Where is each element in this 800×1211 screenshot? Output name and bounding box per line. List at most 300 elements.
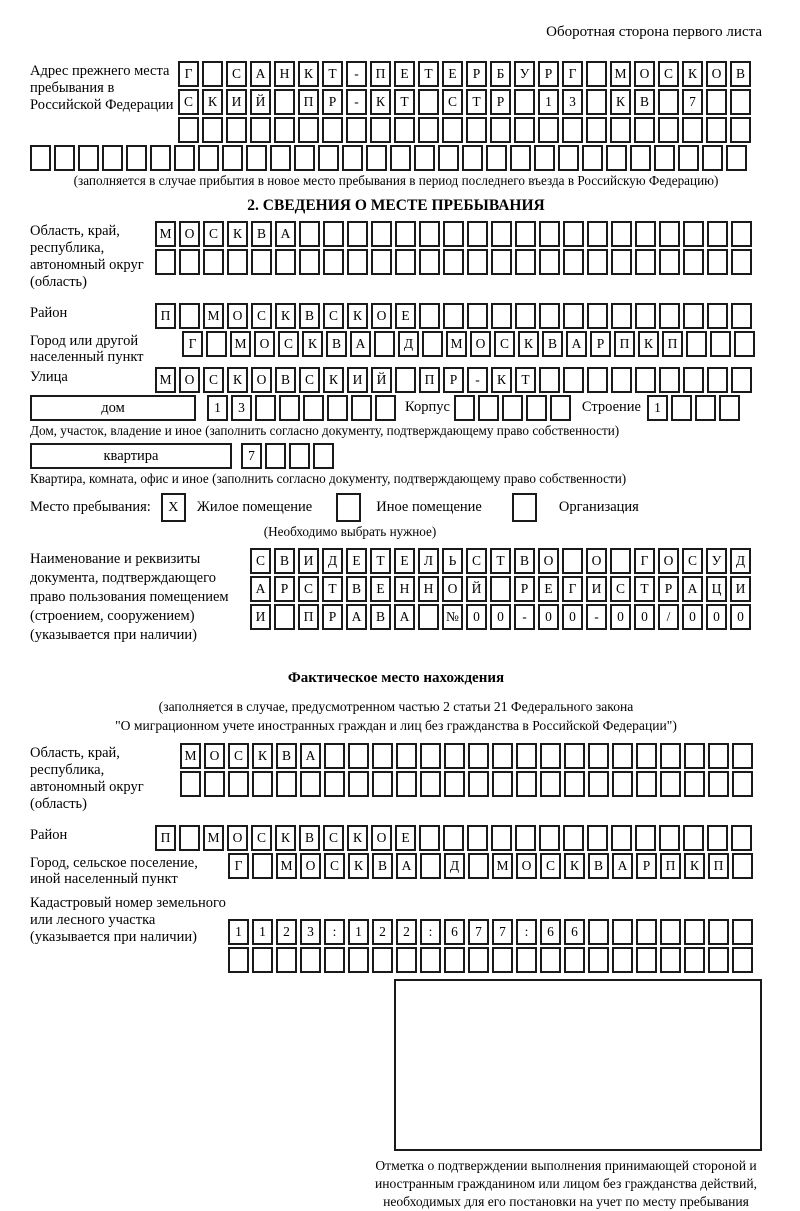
char-box: С xyxy=(251,303,272,329)
char-box-empty xyxy=(732,743,753,769)
char-box-empty xyxy=(539,221,560,247)
char-box-empty xyxy=(726,145,747,171)
char-box: С xyxy=(466,548,487,574)
char-box-empty xyxy=(660,919,681,945)
char-box: К xyxy=(227,221,248,247)
char-box: О xyxy=(538,548,559,574)
document-label: Наименование и реквизиты документа, подтверждающего право пользования помещением (строением, сооружением) (указывается при наличии) xyxy=(30,551,229,643)
char-box-empty xyxy=(659,249,680,275)
char-box-empty xyxy=(634,117,655,143)
char-box-empty xyxy=(635,303,656,329)
document-row-3 xyxy=(250,604,754,630)
char-box: И xyxy=(730,576,751,602)
char-box: К xyxy=(682,61,703,87)
char-box-empty xyxy=(707,825,728,851)
char-box: О xyxy=(179,221,200,247)
char-box-empty xyxy=(562,117,583,143)
char-box-empty xyxy=(515,825,536,851)
char-box: Т xyxy=(515,367,536,393)
char-box: Т xyxy=(634,576,655,602)
char-box-empty xyxy=(327,395,348,421)
char-box: В xyxy=(588,853,609,879)
char-box-empty xyxy=(204,771,225,797)
char-box-empty xyxy=(174,145,195,171)
char-box-empty xyxy=(707,367,728,393)
char-box-empty xyxy=(636,743,657,769)
char-box: Т xyxy=(322,61,343,87)
char-box: Е xyxy=(346,548,367,574)
char-box: О xyxy=(227,825,248,851)
char-box-empty xyxy=(444,771,465,797)
char-box: А xyxy=(394,604,415,630)
char-box: О xyxy=(300,853,321,879)
char-box-empty xyxy=(684,947,705,973)
previous-address-caption: (заполняется в случае прибытия в новое место пребывания в период последнего въезда в Российскую Федерацию) xyxy=(73,173,719,188)
char-box: С xyxy=(658,61,679,87)
char-box-empty xyxy=(252,853,273,879)
char-box-empty xyxy=(708,771,729,797)
region-row-2 xyxy=(155,249,755,275)
char-box-empty xyxy=(323,221,344,247)
char-box-empty xyxy=(395,367,416,393)
char-box-empty xyxy=(274,604,295,630)
char-box-empty xyxy=(635,221,656,247)
char-box-empty xyxy=(732,947,753,973)
char-box-empty xyxy=(564,771,585,797)
char-box-empty xyxy=(654,145,675,171)
char-box-empty xyxy=(683,367,704,393)
char-box: - xyxy=(346,89,367,115)
char-box: П xyxy=(155,303,176,329)
char-box-empty xyxy=(203,249,224,275)
apartment-type-box: квартира xyxy=(30,443,232,469)
char-box: С xyxy=(442,89,463,115)
apartment-number-row xyxy=(241,443,337,469)
char-box-empty xyxy=(422,331,443,357)
char-box-empty xyxy=(265,443,286,469)
char-box: 1 xyxy=(647,395,668,421)
field-apartment xyxy=(30,443,762,469)
char-box: М xyxy=(155,221,176,247)
char-box-empty xyxy=(534,145,555,171)
char-box-empty xyxy=(731,249,752,275)
char-box: О xyxy=(251,367,272,393)
field-city xyxy=(30,331,762,365)
char-box: С xyxy=(203,367,224,393)
char-box-empty xyxy=(563,249,584,275)
char-box-empty xyxy=(490,117,511,143)
char-box-empty xyxy=(347,249,368,275)
char-box-empty xyxy=(395,221,416,247)
char-box: А xyxy=(682,576,703,602)
char-box: С xyxy=(178,89,199,115)
char-box-empty xyxy=(395,249,416,275)
char-box: П xyxy=(298,604,319,630)
char-box-empty xyxy=(468,743,489,769)
char-box-empty xyxy=(514,117,535,143)
char-box-empty xyxy=(588,947,609,973)
char-box: Р xyxy=(490,89,511,115)
char-box-empty xyxy=(351,395,372,421)
char-box: О xyxy=(371,303,392,329)
char-box: 1 xyxy=(538,89,559,115)
field-region xyxy=(30,221,762,301)
char-box-empty xyxy=(686,331,707,357)
char-box-empty xyxy=(582,145,603,171)
char-box: Н xyxy=(418,576,439,602)
char-box: А xyxy=(612,853,633,879)
char-box: А xyxy=(275,221,296,247)
char-box-empty xyxy=(467,825,488,851)
district-row xyxy=(155,303,755,329)
char-box-empty xyxy=(202,117,223,143)
actual-region-row-2 xyxy=(180,771,756,797)
char-box: Г xyxy=(182,331,203,357)
char-box: 0 xyxy=(562,604,583,630)
char-box: В xyxy=(275,367,296,393)
char-box: П xyxy=(155,825,176,851)
char-box-empty xyxy=(252,947,273,973)
char-box-empty xyxy=(419,221,440,247)
street-label: Улица xyxy=(30,369,68,385)
char-box: С xyxy=(299,367,320,393)
char-box: В xyxy=(730,61,751,87)
cadastre-row-2 xyxy=(228,947,756,973)
char-box-empty xyxy=(289,443,310,469)
char-box: О xyxy=(658,548,679,574)
char-box: П xyxy=(660,853,681,879)
char-box-empty xyxy=(588,771,609,797)
char-box-empty xyxy=(180,771,201,797)
char-box: 0 xyxy=(682,604,703,630)
char-box-empty xyxy=(276,771,297,797)
previous-address-row-4 xyxy=(30,145,762,171)
char-box: П xyxy=(708,853,729,879)
char-box-empty xyxy=(370,117,391,143)
char-box-empty xyxy=(299,221,320,247)
stroenie-label: Строение xyxy=(581,399,641,415)
char-box-empty xyxy=(563,825,584,851)
char-box: П xyxy=(614,331,635,357)
char-box-empty xyxy=(468,853,489,879)
char-box-empty xyxy=(324,947,345,973)
char-box: А xyxy=(250,61,271,87)
char-box: Р xyxy=(322,89,343,115)
char-box: Й xyxy=(466,576,487,602)
char-box-empty xyxy=(346,117,367,143)
char-box: : xyxy=(516,919,537,945)
char-box-empty xyxy=(514,89,535,115)
char-box: С xyxy=(278,331,299,357)
document-row-1 xyxy=(250,548,754,574)
char-box-empty xyxy=(588,743,609,769)
char-box-empty xyxy=(587,221,608,247)
char-box-empty xyxy=(390,145,411,171)
house-caption: Дом, участок, владение и иное (заполнить согласно документу, подтверждающему право собственности) xyxy=(30,423,620,438)
char-box: 0 xyxy=(706,604,727,630)
other-premises-option-label: Иное помещение xyxy=(376,499,482,515)
char-box-empty xyxy=(660,743,681,769)
char-box: Д xyxy=(730,548,751,574)
char-box-empty xyxy=(252,771,273,797)
char-box-empty xyxy=(251,249,272,275)
char-box-empty xyxy=(467,303,488,329)
field-actual-region xyxy=(30,743,762,823)
stamp-box xyxy=(394,979,762,1151)
char-box: М xyxy=(446,331,467,357)
char-box: Д xyxy=(398,331,419,357)
char-box-empty xyxy=(539,825,560,851)
char-box: К xyxy=(275,825,296,851)
char-box-empty xyxy=(710,331,731,357)
char-box: О xyxy=(254,331,275,357)
char-box: К xyxy=(491,367,512,393)
char-box: С xyxy=(323,303,344,329)
char-box: М xyxy=(610,61,631,87)
char-box-empty xyxy=(324,771,345,797)
char-box: А xyxy=(350,331,371,357)
char-box-empty xyxy=(540,947,561,973)
char-box: А xyxy=(566,331,587,357)
char-box-empty xyxy=(419,825,440,851)
actual-city-row xyxy=(228,853,756,879)
char-box: М xyxy=(155,367,176,393)
char-box: Н xyxy=(274,61,295,87)
char-box: С xyxy=(250,548,271,574)
char-box-empty xyxy=(611,249,632,275)
char-box: В xyxy=(251,221,272,247)
char-box-empty xyxy=(636,947,657,973)
char-box: А xyxy=(346,604,367,630)
char-box-empty xyxy=(732,853,753,879)
char-box: В xyxy=(274,548,295,574)
char-box-empty xyxy=(420,743,441,769)
char-box: О xyxy=(227,303,248,329)
field-cadastre xyxy=(30,893,762,973)
char-box-empty xyxy=(348,771,369,797)
actual-region-label: Область, край, республика, автономный округ (область) xyxy=(30,745,144,812)
char-box: И xyxy=(347,367,368,393)
char-box-empty xyxy=(490,576,511,602)
korpus-label: Корпус xyxy=(405,399,450,415)
char-box-empty xyxy=(468,771,489,797)
char-box-empty xyxy=(466,117,487,143)
char-box: 6 xyxy=(564,919,585,945)
char-box: Й xyxy=(250,89,271,115)
char-box-empty xyxy=(684,919,705,945)
char-box: 0 xyxy=(490,604,511,630)
char-box: 7 xyxy=(492,919,513,945)
char-box: В xyxy=(299,825,320,851)
char-box: Е xyxy=(394,548,415,574)
previous-address-row-3 xyxy=(178,117,754,143)
field-document xyxy=(30,548,762,656)
char-box: О xyxy=(371,825,392,851)
char-box: Р xyxy=(466,61,487,87)
char-box: М xyxy=(180,743,201,769)
char-box: В xyxy=(634,89,655,115)
char-box: О xyxy=(204,743,225,769)
char-box-empty xyxy=(298,117,319,143)
residential-checkbox[interactable]: X xyxy=(161,493,186,522)
char-box: У xyxy=(514,61,535,87)
char-box-empty xyxy=(612,919,633,945)
char-box: Е xyxy=(395,825,416,851)
char-box-empty xyxy=(323,249,344,275)
char-box: / xyxy=(658,604,679,630)
char-box-empty xyxy=(731,367,752,393)
char-box-empty xyxy=(467,221,488,247)
char-box-empty xyxy=(420,771,441,797)
char-box-empty xyxy=(491,825,512,851)
char-box: Й xyxy=(371,367,392,393)
street-row xyxy=(155,367,755,393)
char-box-empty xyxy=(419,249,440,275)
char-box-empty xyxy=(684,771,705,797)
char-box-empty xyxy=(707,221,728,247)
house-type-box: дом xyxy=(30,395,196,421)
char-box: 6 xyxy=(540,919,561,945)
char-box: О xyxy=(470,331,491,357)
char-box-empty xyxy=(606,145,627,171)
other-premises-checkbox[interactable] xyxy=(336,493,361,522)
char-box-empty xyxy=(563,221,584,247)
char-box: К xyxy=(610,89,631,115)
char-box-empty xyxy=(563,303,584,329)
char-box-empty xyxy=(731,303,752,329)
char-box-empty xyxy=(300,947,321,973)
char-box-empty xyxy=(540,743,561,769)
actual-district-row xyxy=(155,825,755,851)
char-box-empty xyxy=(179,825,200,851)
char-box: Т xyxy=(466,89,487,115)
char-box-empty xyxy=(683,825,704,851)
char-box: Р xyxy=(538,61,559,87)
char-box: К xyxy=(564,853,585,879)
char-box-empty xyxy=(228,947,249,973)
char-box-empty xyxy=(492,771,513,797)
char-box: 3 xyxy=(300,919,321,945)
char-box-empty xyxy=(587,249,608,275)
actual-location-caption-line1: (заполняется в случае, предусмотренном частью 2 статьи 21 Федерального закона xyxy=(158,699,634,714)
char-box: С xyxy=(228,743,249,769)
char-box: К xyxy=(347,303,368,329)
char-box-empty xyxy=(586,61,607,87)
char-box-empty xyxy=(366,145,387,171)
char-box-empty xyxy=(683,249,704,275)
char-box: - xyxy=(346,61,367,87)
char-box: К xyxy=(347,825,368,851)
char-box: М xyxy=(492,853,513,879)
char-box-empty xyxy=(550,395,571,421)
char-box: 7 xyxy=(468,919,489,945)
char-box-empty xyxy=(707,303,728,329)
char-box-empty xyxy=(695,395,716,421)
place-type-label: Место пребывания: xyxy=(30,499,151,515)
char-box-empty xyxy=(635,825,656,851)
char-box: С xyxy=(324,853,345,879)
char-box: № xyxy=(442,604,463,630)
char-box-empty xyxy=(684,743,705,769)
char-box-empty xyxy=(444,743,465,769)
char-box-empty xyxy=(702,145,723,171)
char-box: 7 xyxy=(682,89,703,115)
char-box: 2 xyxy=(372,919,393,945)
char-box: 3 xyxy=(562,89,583,115)
char-box: Л xyxy=(418,548,439,574)
char-box: : xyxy=(420,919,441,945)
char-box: Е xyxy=(442,61,463,87)
char-box-empty xyxy=(270,145,291,171)
char-box-empty xyxy=(564,947,585,973)
char-box-empty xyxy=(612,743,633,769)
char-box-empty xyxy=(420,947,441,973)
field-actual-district xyxy=(30,825,762,851)
char-box-empty xyxy=(671,395,692,421)
char-box-empty xyxy=(611,303,632,329)
previous-address-row-1 xyxy=(178,61,754,87)
char-box-empty xyxy=(78,145,99,171)
char-box: В xyxy=(514,548,535,574)
char-box: П xyxy=(370,61,391,87)
char-box: И xyxy=(226,89,247,115)
char-box-empty xyxy=(539,249,560,275)
char-box-empty xyxy=(294,145,315,171)
char-box-empty xyxy=(516,771,537,797)
char-box-empty xyxy=(348,743,369,769)
char-box-empty xyxy=(707,249,728,275)
char-box-empty xyxy=(414,145,435,171)
cadastre-label: Кадастровый номер земельного или лесного участка (указывается при наличии) xyxy=(30,895,226,945)
char-box: У xyxy=(706,548,727,574)
actual-region-row-1 xyxy=(180,743,756,769)
char-box-empty xyxy=(226,117,247,143)
char-box-empty xyxy=(612,947,633,973)
char-box: : xyxy=(324,919,345,945)
char-box-empty xyxy=(610,548,631,574)
char-box-empty xyxy=(658,117,679,143)
char-box: С xyxy=(323,825,344,851)
char-box: Т xyxy=(322,576,343,602)
char-box: Е xyxy=(394,61,415,87)
field-previous-address xyxy=(30,61,762,143)
char-box-empty xyxy=(610,117,631,143)
char-box: С xyxy=(682,548,703,574)
actual-location-title: Фактическое место нахождения xyxy=(287,670,505,686)
char-box-empty xyxy=(708,947,729,973)
char-box-empty xyxy=(492,947,513,973)
region-row-1 xyxy=(155,221,755,247)
char-box-empty xyxy=(179,303,200,329)
char-box-empty xyxy=(454,395,475,421)
char-box-empty xyxy=(299,249,320,275)
char-box-empty xyxy=(611,367,632,393)
char-box-empty xyxy=(322,117,343,143)
char-box-empty xyxy=(659,825,680,851)
char-box: О xyxy=(634,61,655,87)
char-box-empty xyxy=(375,395,396,421)
char-box: С xyxy=(251,825,272,851)
char-box: - xyxy=(514,604,535,630)
char-box-empty xyxy=(443,825,464,851)
char-box-empty xyxy=(732,771,753,797)
char-box: 2 xyxy=(276,919,297,945)
organization-checkbox[interactable] xyxy=(512,493,537,522)
char-box: 0 xyxy=(634,604,655,630)
char-box: С xyxy=(494,331,515,357)
document-row-2 xyxy=(250,576,754,602)
char-box: К xyxy=(302,331,323,357)
